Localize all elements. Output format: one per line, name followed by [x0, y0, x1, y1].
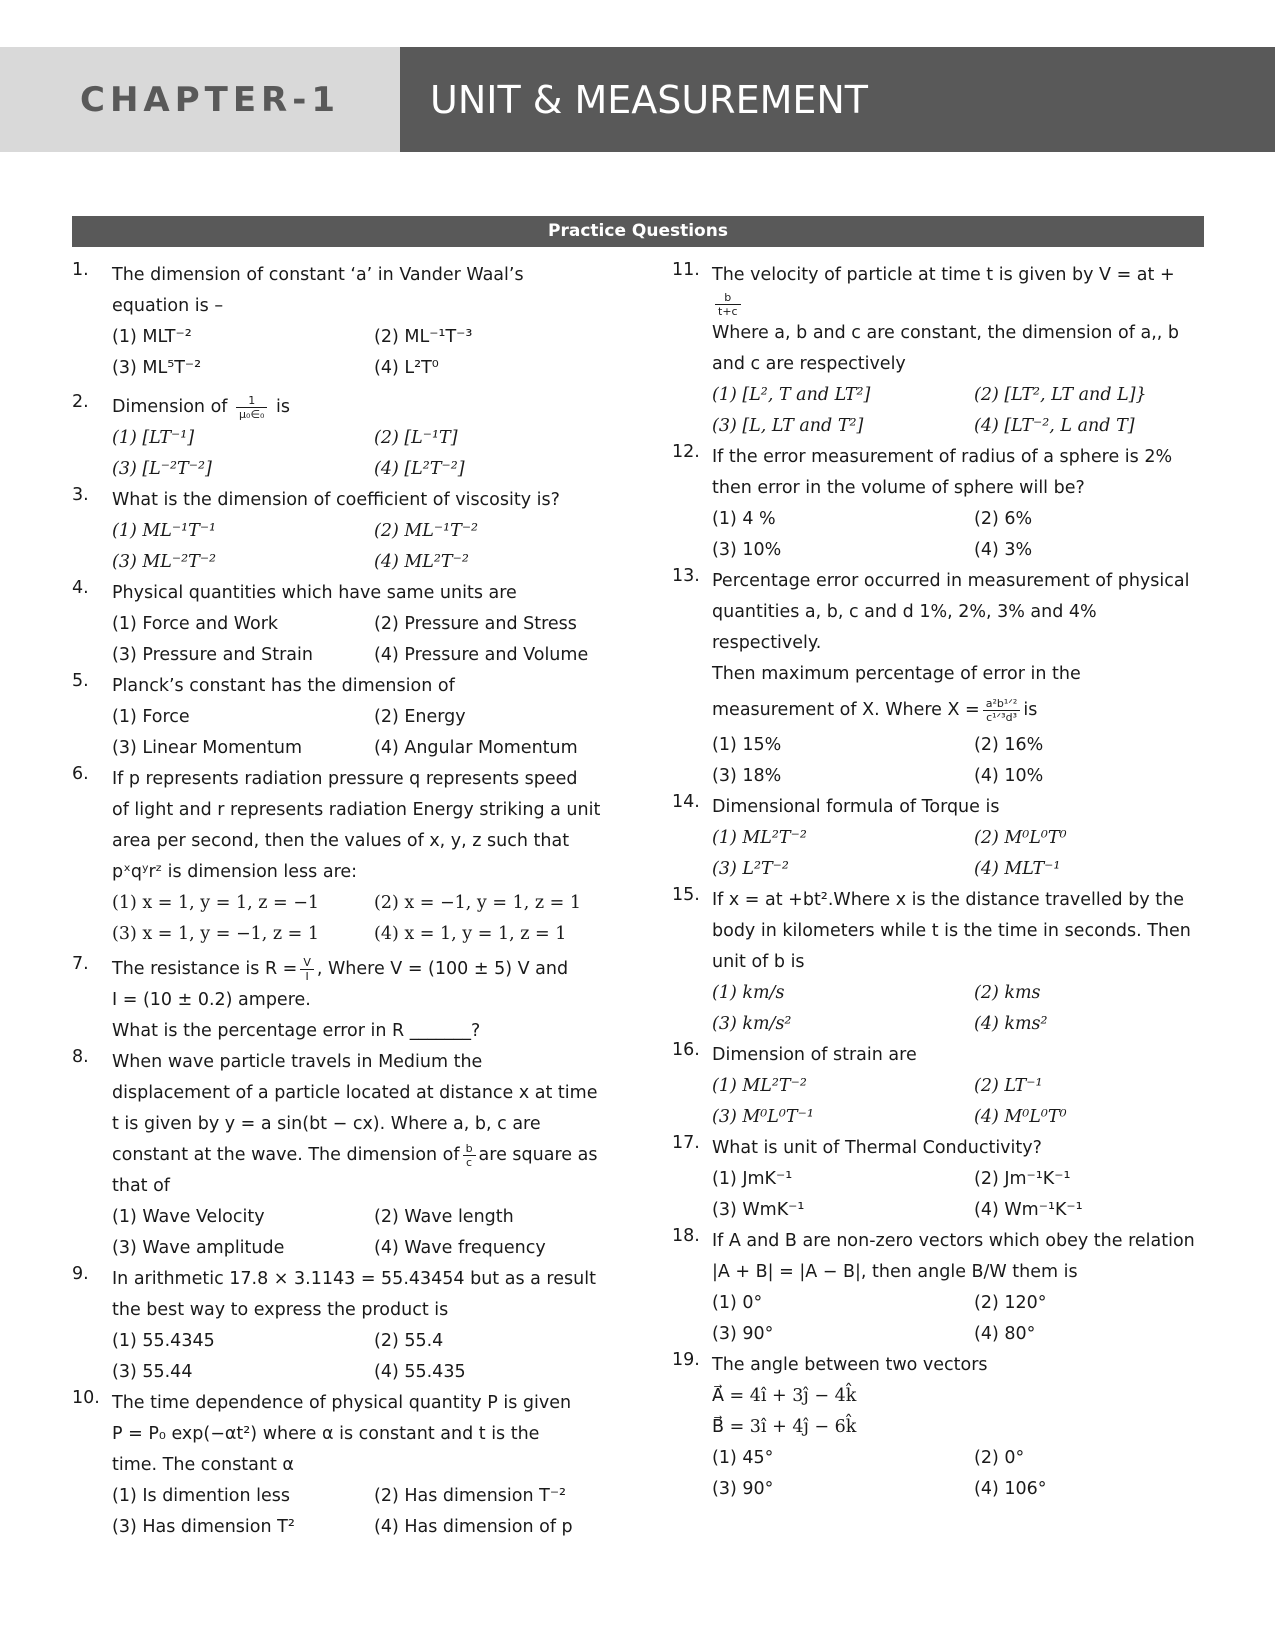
chapter-title-panel	[400, 47, 1275, 152]
options: (1) [LT⁻¹] (2) [L⁻¹T] (3) [L⁻²T⁻²] (4) [L²T⁻²]	[112, 428, 465, 479]
options: (1) 55.4345 (2) 55.4 (3) 55.44 (4) 55.435	[112, 1331, 466, 1382]
options: (1) km/s (2) kms (3) km/s² (4) kms²	[712, 983, 1048, 1034]
options: (1) ML²T⁻² (2) M⁰L⁰T⁰ (3) L²T⁻² (4) MLT⁻¹	[712, 828, 1067, 879]
question-1: 1. The dimension of constant ‘a’ in Vander Waal’s equation is – (1) MLT⁻² (2) ML⁻¹T⁻³ (3) ML⁵T⁻² (4) L²T⁰	[72, 260, 602, 384]
question-7: 7. The resistance is R = $\frac{V}{I}$ , Where V = (100 ± 5) V and I = (10 ± 0.2) ampere. What is the percentage error in R _______?	[72, 954, 569, 1041]
options: (1) Wave Velocity (2) Wave length (3) Wave amplitude (4) Wave frequency	[112, 1207, 546, 1258]
question-5: 5. Planck’s constant has the dimension of (1) Force (2) Energy (3) Linear Momentum (4) Angular Momentum	[72, 671, 602, 764]
options: (1) Force (2) Energy (3) Linear Momentum (4) Angular Momentum	[112, 707, 578, 758]
question-12: 12. If the error measurement of radius of a sphere is 2% then error in the volume of sphere will be? (1) 4 % (2) 6% (3) 10% (4) 3%	[672, 442, 1202, 566]
question-15: 15. If x = at +bt².Where x is the distance travelled by the body in kilometers while t is the time in seconds. Then unit of b is (1) km/s (2) kms (3) km/s² (4) kms²	[672, 885, 1202, 1040]
options: (1) 0° (2) 120° (3) 90° (4) 80°	[712, 1293, 1047, 1344]
options: (1) 45° (2) 0° (3) 90° (4) 106°	[712, 1448, 1047, 1499]
options: (1) JmK⁻¹ (2) Jm⁻¹K⁻¹ (3) WmK⁻¹ (4) Wm⁻¹K⁻¹	[712, 1169, 1083, 1220]
question-9: 9. In arithmetic 17.8 × 3.1143 = 55.43454 but as a result the best way to express the product is (1) 55.4345 (2) 55.4 (3) 55.44 (4) 55.435	[72, 1264, 602, 1388]
question-17: 17. What is unit of Thermal Conductivity? (1) JmK⁻¹ (2) Jm⁻¹K⁻¹ (3) WmK⁻¹ (4) Wm⁻¹K⁻¹	[672, 1133, 1202, 1226]
fraction: $\frac{V}{I}$	[300, 956, 314, 983]
chapter-label-panel	[0, 47, 400, 152]
chapter-label: CHAPTER-1	[80, 79, 341, 120]
fraction: $\frac{1}{\text{μ₀∈₀}}$	[236, 394, 267, 421]
section-title: Practice Questions	[72, 216, 1204, 247]
options: (1) MLT⁻² (2) ML⁻¹T⁻³ (3) ML⁵T⁻² (4) L²T⁰	[112, 327, 473, 378]
question-13: 13. Percentage error occurred in measurement of physical quantities a, b, c and d 1%, 2%, 3% and 4% respectively. Then maximum percentage of error in the measurement of X. Where X = $\frac{\text{a²b¹ᐟ²}}{\text{c¹ᐟ³d³}}$ is (1) 15% (2) 16% (3) 18% (4) 10%	[672, 566, 1202, 792]
options: (1) [L², T and LT²] (2) [LT², LT and L]} (3) [L, LT and T²] (4) [LT⁻², L and T]	[712, 385, 1147, 436]
right-column	[672, 260, 1202, 1505]
options: (1) Is dimention less (2) Has dimension T⁻² (3) Has dimension T² (4) Has dimension of p	[112, 1486, 573, 1537]
question-19: 19. The angle between two vectors A⃗ = 4î + 3ĵ − 4k̂ B⃗ = 3î + 4ĵ − 6k̂ (1) 45° (2) 0° (3) 90° (4) 106°	[672, 1350, 1202, 1505]
options: (1) ML²T⁻² (2) LT⁻¹ (3) M⁰L⁰T⁻¹ (4) M⁰L⁰T⁰	[712, 1076, 1067, 1127]
fraction: $\frac{b}{t+c}$	[715, 291, 741, 318]
options: (1) x = 1, y = 1, z = −1 (2) x = −1, y = 1, z = 1 (3) x = 1, y = −1, z = 1 (4) x = 1, y = 1, z = 1	[112, 893, 582, 944]
question-18: 18. If A and B are non-zero vectors which obey the relation |A + B| = |A − B|, then angle B/W them is (1) 0° (2) 120° (3) 90° (4) 80°	[672, 1226, 1202, 1350]
fraction: $\frac{\text{a²b¹ᐟ²}}{\text{c¹ᐟ³d³}}$	[983, 697, 1021, 724]
options: (1) 4 % (2) 6% (3) 10% (4) 3%	[712, 509, 1033, 560]
chapter-title: UNIT & MEASUREMENT	[430, 77, 869, 122]
question-2: 2. Dimension of $\frac{1}{\text{μ₀∈₀}}$ is (1) [LT⁻¹] (2) [L⁻¹T] (3) [L⁻²T⁻²] (4) [L²T⁻²]	[72, 392, 602, 485]
left-column	[72, 260, 602, 1543]
question-16: 16. Dimension of strain are (1) ML²T⁻² (2) LT⁻¹ (3) M⁰L⁰T⁻¹ (4) M⁰L⁰T⁰	[672, 1040, 1202, 1133]
question-10: 10. The time dependence of physical quantity P is given P = P₀ exp(−αt²) where α is constant and t is the time. The constant α (1) Is dimention less (2) Has dimension T⁻² (3) Has dimension T² (4) Has dimension of p	[72, 1388, 602, 1543]
question-8: 8. When wave particle travels in Medium the displacement of a particle located at distance x at time t is given by y = a sin(bt − cx). Where a, b, c are constant at the wave. The dimension of $\frac{b}{c}$ are square as that of (1) Wave Velocity (2) Wave length (3) Wave amplitude (4) Wave frequency	[72, 1047, 602, 1264]
options: (1) ML⁻¹T⁻¹ (2) ML⁻¹T⁻² (3) ML⁻²T⁻² (4) ML²T⁻²	[112, 521, 479, 572]
question-3: 3. What is the dimension of coefficient of viscosity is? (1) ML⁻¹T⁻¹ (2) ML⁻¹T⁻² (3) ML⁻²T⁻² (4) ML²T⁻²	[72, 485, 602, 578]
options: (1) 15% (2) 16% (3) 18% (4) 10%	[712, 735, 1044, 786]
options: (1) Force and Work (2) Pressure and Stress (3) Pressure and Strain (4) Pressure and Volume	[112, 614, 589, 665]
question-6: 6. If p represents radiation pressure q represents speed of light and r represents radiation Energy striking a unit area per second, then the values of x, y, z such that pˣqʸrᶻ is dimension less are: (1) x = 1, y = 1, z = −1 (2) x = −1, y = 1, z = 1 (3) x = 1, y = −1, z = 1 (4) x = 1, y = 1, z = 1	[72, 764, 602, 950]
question-14: 14. Dimensional formula of Torque is (1) ML²T⁻² (2) M⁰L⁰T⁰ (3) L²T⁻² (4) MLT⁻¹	[672, 792, 1202, 885]
fraction: $\frac{b}{c}$	[463, 1142, 476, 1169]
question-4: 4. Physical quantities which have same units are (1) Force and Work (2) Pressure and Stress (3) Pressure and Strain (4) Pressure and Volume	[72, 578, 602, 671]
question-11: 11. The velocity of particle at time t is given by V = at + $\frac{b}{t+c}$ Where a, b and c are constant, the dimension of a,, b and c are respectively (1) [L², T and LT²] (2) [LT², LT and L]} (3) [L, LT and T²] (4) [LT⁻², L and T]	[672, 260, 1202, 442]
